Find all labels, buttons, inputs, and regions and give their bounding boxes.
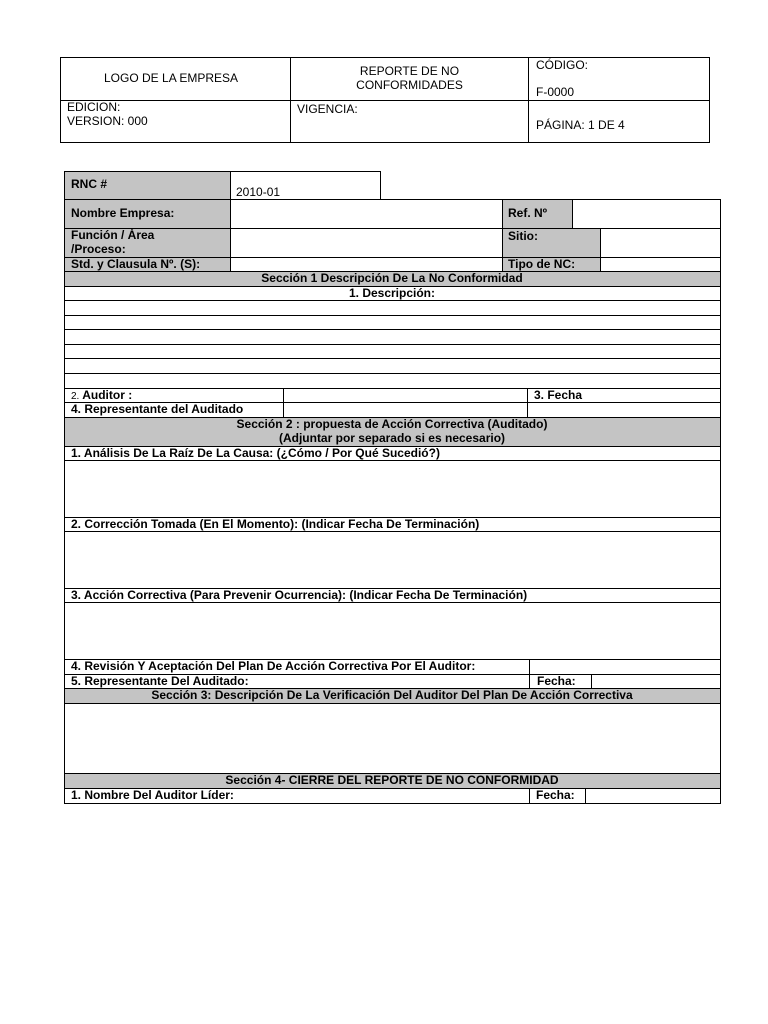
section2-title-line2: (Adjuntar por separado si es necesario) xyxy=(278,431,506,445)
ref-label: Ref. Nº xyxy=(508,206,548,220)
auditee-rep-label: 4. Representante del Auditado xyxy=(71,402,244,416)
header-divider-mid xyxy=(60,100,710,101)
hline-300 xyxy=(64,300,721,301)
vline-283 xyxy=(283,388,284,417)
date3-label: 3. Fecha xyxy=(534,388,583,402)
auditor-number: 2. xyxy=(71,391,80,402)
logo-label: LOGO DE LA EMPRESA xyxy=(104,71,239,85)
code-label: CÓDIGO: xyxy=(536,58,589,72)
report-title-line2: CONFORMIDADES xyxy=(356,78,463,92)
vline-502 xyxy=(502,199,503,271)
vline-591 xyxy=(591,674,592,688)
hline-460 xyxy=(64,460,721,461)
rnc-row-top xyxy=(64,171,380,172)
hline-315 xyxy=(64,315,721,316)
form-right-border xyxy=(720,199,721,803)
hline-199 xyxy=(64,199,721,200)
header-divider-v2 xyxy=(528,57,529,143)
auditee-rep5-label: 5. Representante Del Auditado: xyxy=(71,674,249,688)
correction-label: 2. Corrección Tomada (En El Momento): (Indicar Fecha De Terminación) xyxy=(71,517,480,531)
description-label: 1. Descripción: xyxy=(348,286,436,300)
hline-358 xyxy=(64,358,721,359)
lead-auditor-label: 1. Nombre Del Auditor Líder: xyxy=(71,788,234,802)
hline-373 xyxy=(64,373,721,374)
rnc-row-right xyxy=(380,171,381,199)
hline-703 xyxy=(64,703,721,704)
vline-529 xyxy=(529,659,530,688)
std-label: Std. y Clausula Nº. (S): xyxy=(71,257,201,271)
hline-228 xyxy=(64,228,721,229)
code-value: F-0000 xyxy=(536,85,575,99)
section2-title-line1: Sección 2 : propuesta de Acción Correctiva (Auditado) xyxy=(236,417,548,431)
rnc-label: RNC # xyxy=(71,177,108,191)
hline-803 xyxy=(64,803,721,804)
rnc-value: 2010-01 xyxy=(236,185,281,199)
function-label-line2: /Proceso: xyxy=(71,242,126,256)
vline-529b xyxy=(529,788,530,803)
hline-531 xyxy=(64,531,721,532)
vigencia-label: VIGENCIA: xyxy=(297,102,358,116)
vline-572 xyxy=(572,199,573,228)
version-label: VERSION: 000 xyxy=(67,114,148,128)
vline-527 xyxy=(527,388,528,417)
fecha-final-label: Fecha: xyxy=(536,788,575,802)
auditor-text: Auditor : xyxy=(79,388,133,402)
company-label: Nombre Empresa: xyxy=(71,206,175,220)
section4-title: Sección 4- CIERRE DEL REPORTE DE NO CONFORMIDAD xyxy=(225,773,559,787)
vline-600 xyxy=(600,228,601,271)
vline-585 xyxy=(585,788,586,803)
form-left-border xyxy=(64,171,65,803)
review-label: 4. Revisión Y Aceptación Del Plan De Acción Correctiva Por El Auditor: xyxy=(71,659,476,673)
fecha-label: Fecha: xyxy=(537,674,576,688)
section3-title: Sección 3: Descripción De La Verificación Del Auditor Del Plan De Acción Correctiva xyxy=(151,688,633,702)
report-title-line1: REPORTE DE NO xyxy=(359,64,460,78)
hline-602 xyxy=(64,602,721,603)
function-label-line1: Función / Área xyxy=(71,228,155,242)
page-number-label: PÁGINA: 1 DE 4 xyxy=(536,118,625,132)
nc-type-label: Tipo de NC: xyxy=(508,257,576,271)
root-cause-label: 1. Análisis De La Raíz De La Causa: (¿Cómo / Por Qué Sucedió?) xyxy=(71,446,440,460)
edition-label: EDICION: xyxy=(67,100,121,114)
section1-title: Sección 1 Descripción De La No Conformidad xyxy=(261,271,523,285)
site-label: Sitio: xyxy=(508,229,538,243)
rnc-label-right xyxy=(230,171,231,271)
hline-388 xyxy=(64,388,721,389)
corrective-action-label: 3. Acción Correctiva (Para Prevenir Ocurrencia): (Indicar Fecha De Terminación) xyxy=(71,588,528,602)
hline-329 xyxy=(64,329,721,330)
hline-344 xyxy=(64,344,721,345)
auditor-label xyxy=(71,389,132,403)
